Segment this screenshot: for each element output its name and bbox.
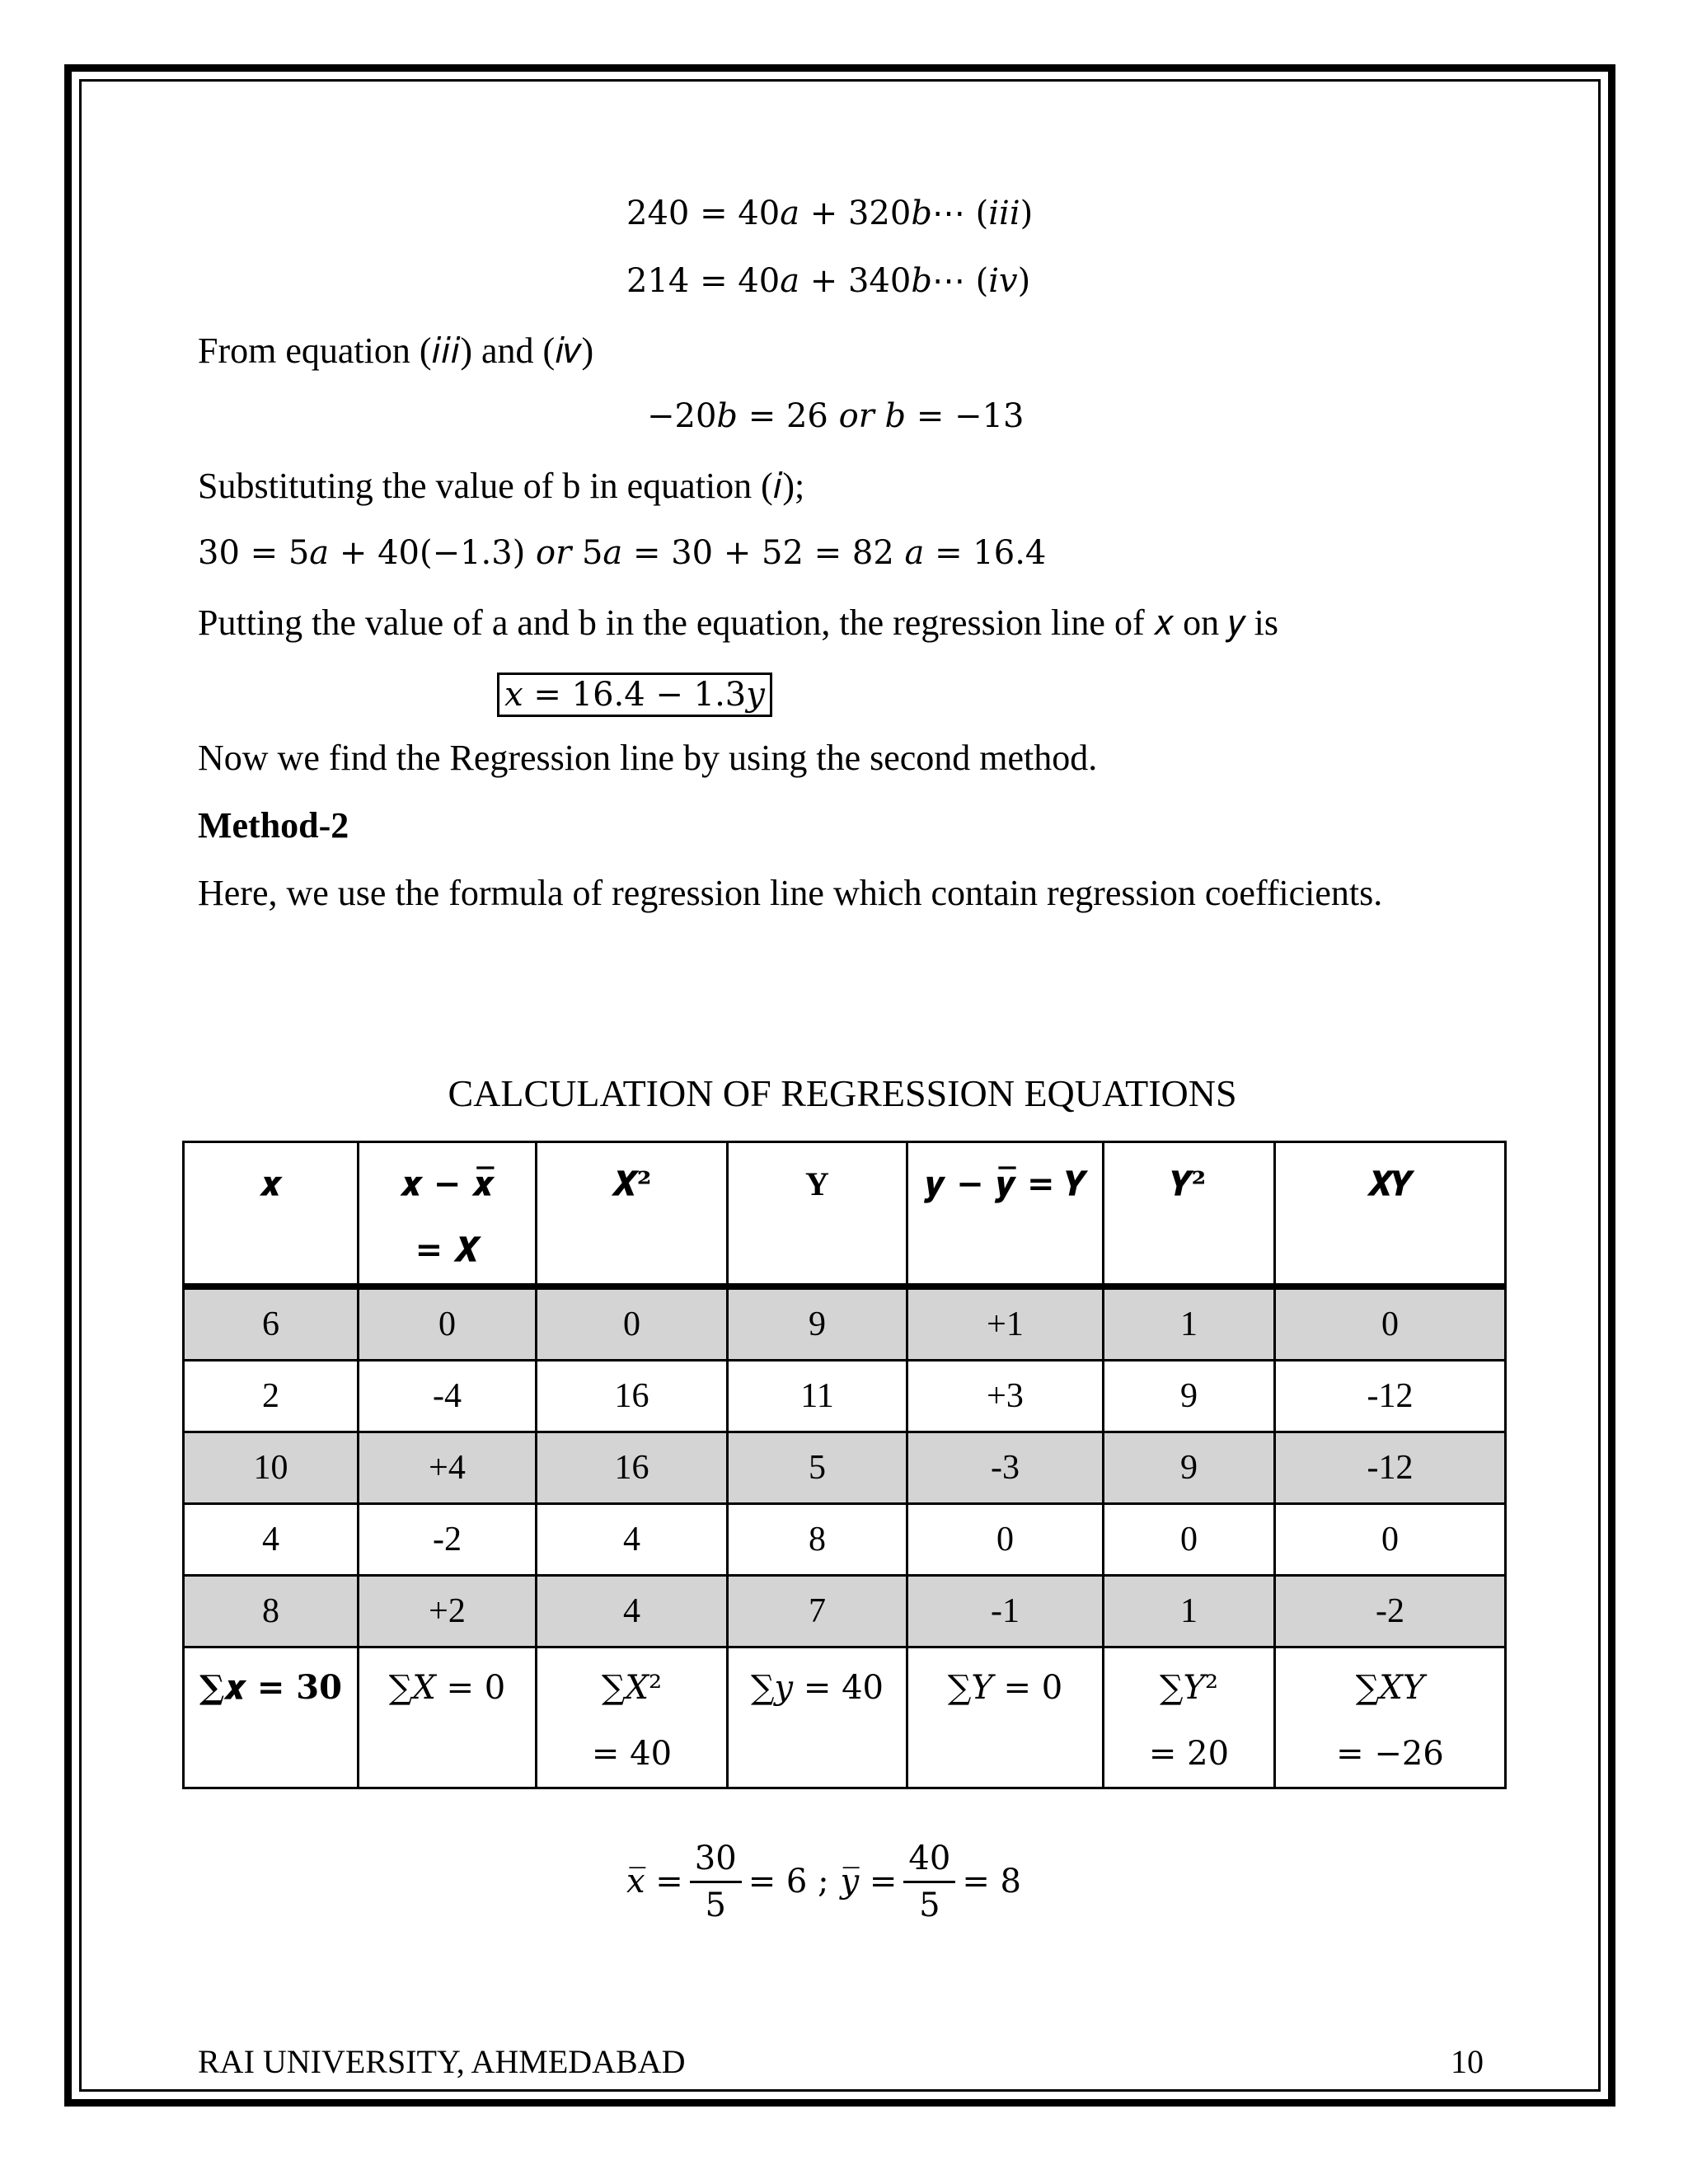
x-bar-fraction <box>690 1840 742 1924</box>
cell: 9 <box>1104 1361 1275 1432</box>
cell: 16 <box>537 1361 728 1432</box>
cell: 4 <box>184 1504 359 1576</box>
x-bar-result: = 6 ; <box>748 1863 829 1900</box>
header-x-squared: 𝑿² <box>537 1142 728 1287</box>
method-heading: Method-2 <box>198 805 349 846</box>
header-y-squared: 𝒀² <box>1104 1142 1275 1287</box>
table-row <box>184 1286 1506 1361</box>
table-row <box>184 1361 1506 1432</box>
y-bar-result: = 8 <box>962 1863 1021 1900</box>
now-text: Now we find the Regression line by using the second method. <box>198 738 1098 778</box>
cell: 0 <box>359 1286 537 1361</box>
y-denominator: 5 <box>919 1886 940 1924</box>
cell: 1 <box>1104 1286 1275 1361</box>
cell: 4 <box>537 1576 728 1647</box>
y-bar-fraction <box>903 1840 955 1924</box>
equation-iii: 240 = 40𝑎 + 320𝑏⋯ (𝑖𝑖𝑖) <box>626 194 1034 232</box>
y-numerator: 40 <box>903 1840 955 1883</box>
x-numerator: 30 <box>690 1840 742 1883</box>
header-xy: 𝑿𝒀 <box>1275 1142 1506 1287</box>
page-number: 10 <box>1451 2043 1484 2080</box>
from-equation-text: From equation (𝑖𝑖𝑖) and (𝑖𝑣) <box>198 330 594 371</box>
cell: -4 <box>359 1361 537 1432</box>
means-equation <box>626 1828 1021 1935</box>
total-y-squared: ∑𝑌² = 20 <box>1104 1647 1275 1788</box>
cell: -3 <box>907 1432 1104 1504</box>
cell: 5 <box>728 1432 907 1504</box>
cell: -1 <box>907 1576 1104 1647</box>
total-x-squared: ∑𝑋² = 40 <box>537 1647 728 1788</box>
regression-table <box>182 1141 1507 1789</box>
putting-text: Putting the value of a and b in the equation, the regression line of 𝑥 on 𝑦 is <box>198 602 1279 643</box>
header-y: Y <box>728 1142 907 1287</box>
cell: 10 <box>184 1432 359 1504</box>
footer-institution: RAI UNIVERSITY, AHMEDABAD <box>198 2043 686 2080</box>
total-x: ∑𝒙 = 𝟑𝟎 <box>184 1647 359 1788</box>
cell: -2 <box>1275 1576 1506 1647</box>
total-y: ∑𝑦 = 40 <box>728 1647 907 1788</box>
x-bar-label: 𝑥̅ = <box>626 1863 683 1900</box>
table-row <box>184 1432 1506 1504</box>
cell: 0 <box>907 1504 1104 1576</box>
total-y-deviation: ∑𝑌 = 0 <box>907 1647 1104 1788</box>
cell: 9 <box>728 1286 907 1361</box>
cell: 2 <box>184 1361 359 1432</box>
table-row <box>184 1576 1506 1647</box>
cell: 8 <box>184 1576 359 1647</box>
x-denominator: 5 <box>705 1886 726 1924</box>
equation-iv: 214 = 40𝑎 + 340𝑏⋯ (𝑖𝑣) <box>626 262 1031 300</box>
table-header-row <box>184 1142 1506 1287</box>
header-y-deviation: 𝒚 − 𝒚̅ = 𝒀 <box>907 1142 1104 1287</box>
cell: 0 <box>1275 1286 1506 1361</box>
cell: 8 <box>728 1504 907 1576</box>
b-solution: −20𝑏 = 26 𝑜𝑟 𝑏 = −13 <box>647 397 1025 435</box>
substituting-text: Substituting the value of b in equation (𝑖); <box>198 466 805 506</box>
cell: 11 <box>728 1361 907 1432</box>
cell: -12 <box>1275 1361 1506 1432</box>
table-row <box>184 1504 1506 1576</box>
cell: 1 <box>1104 1576 1275 1647</box>
y-bar-label: 𝑦̅ = <box>840 1863 898 1900</box>
cell: 9 <box>1104 1432 1275 1504</box>
total-xy: ∑𝑋𝑌 = −26 <box>1275 1647 1506 1788</box>
cell: +3 <box>907 1361 1104 1432</box>
total-x-deviation: ∑𝑋 = 0 <box>359 1647 537 1788</box>
cell: +4 <box>359 1432 537 1504</box>
cell: 4 <box>537 1504 728 1576</box>
cell: -12 <box>1275 1432 1506 1504</box>
cell: 0 <box>537 1286 728 1361</box>
cell: +1 <box>907 1286 1104 1361</box>
header-x-deviation: 𝒙 − 𝒙̅ = 𝑿 <box>359 1142 537 1287</box>
cell: +2 <box>359 1576 537 1647</box>
cell: 0 <box>1275 1504 1506 1576</box>
regression-line-box: 𝑥 = 16.4 − 1.3𝑦 <box>497 673 772 717</box>
table-title: CALCULATION OF REGRESSION EQUATIONS <box>448 1072 1237 1114</box>
a-solution: 30 = 5𝑎 + 40(−1.3) 𝑜𝑟 5𝑎 = 30 + 52 = 82 𝑎 = 16.4 <box>198 534 1047 572</box>
cell: 7 <box>728 1576 907 1647</box>
cell: 16 <box>537 1432 728 1504</box>
here-text: Here, we use the formula of regression line which contain regression coefficients. <box>198 873 1383 913</box>
cell: 0 <box>1104 1504 1275 1576</box>
totals-row <box>184 1647 1506 1788</box>
cell: -2 <box>359 1504 537 1576</box>
cell: 6 <box>184 1286 359 1361</box>
header-x: 𝒙 <box>184 1142 359 1287</box>
